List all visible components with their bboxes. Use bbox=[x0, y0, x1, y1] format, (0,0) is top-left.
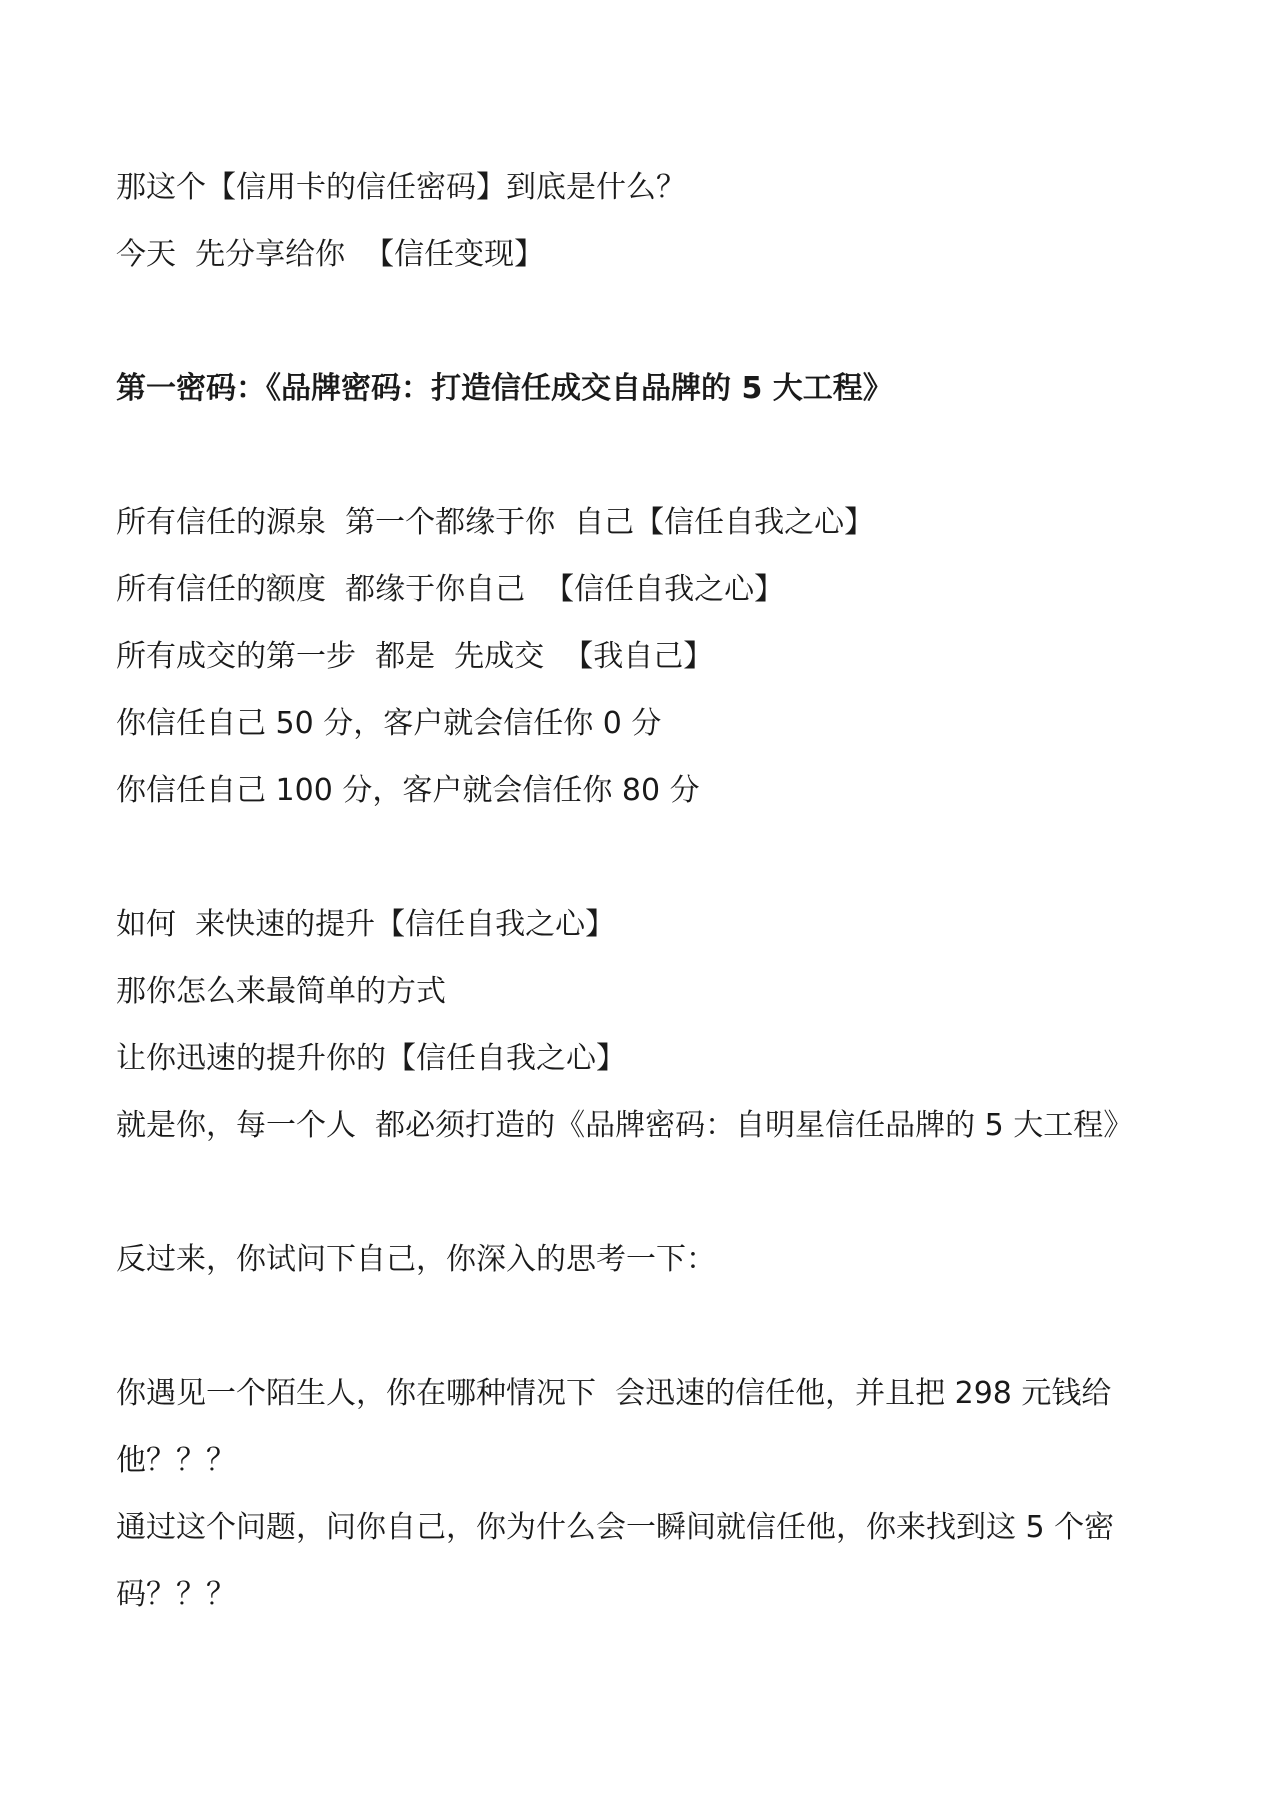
paragraph-line: 反过来，你试问下自己，你深入的思考一下： bbox=[116, 1242, 716, 1277]
intro-line: 今天 先分享给你 【信任变现】 bbox=[116, 237, 545, 272]
paragraph-line: 你信任自己 50 分，客户就会信任你 0 分 bbox=[116, 706, 662, 741]
paragraph-line: 所有信任的额度 都缘于你自己 【信任自我之心】 bbox=[116, 572, 785, 607]
paragraph-line: 就是你，每一个人 都必须打造的《品牌密码：自明星信任品牌的 5 大工程》 bbox=[116, 1108, 1134, 1143]
paragraph-line: 如何 来快速的提升【信任自我之心】 bbox=[116, 907, 616, 942]
question-line: 那这个【信用卡的信任密码】到底是什么？ bbox=[116, 170, 686, 205]
paragraph-line: 通过这个问题，问你自己，你为什么会一瞬间就信任他，你来找到这 5 个密 bbox=[116, 1510, 1115, 1545]
paragraph-line: 你遇见一个陌生人，你在哪种情况下 会迅速的信任他，并且把 298 元钱给 bbox=[116, 1376, 1112, 1411]
paragraph-line: 他？？？ bbox=[116, 1443, 236, 1478]
paragraph-line: 所有成交的第一步 都是 先成交 【我自己】 bbox=[116, 639, 714, 674]
paragraph-line: 码？？？ bbox=[116, 1577, 236, 1612]
paragraph-line: 所有信任的源泉 第一个都缘于你 自己【信任自我之心】 bbox=[116, 505, 875, 540]
paragraph-line: 那你怎么来最简单的方式 bbox=[116, 974, 446, 1009]
paragraph-line: 让你迅速的提升你的【信任自我之心】 bbox=[116, 1041, 626, 1076]
paragraph-line: 你信任自己 100 分，客户就会信任你 80 分 bbox=[116, 773, 700, 808]
section-heading: 第一密码：《品牌密码：打造信任成交自品牌的 5 大工程》 bbox=[116, 371, 893, 406]
